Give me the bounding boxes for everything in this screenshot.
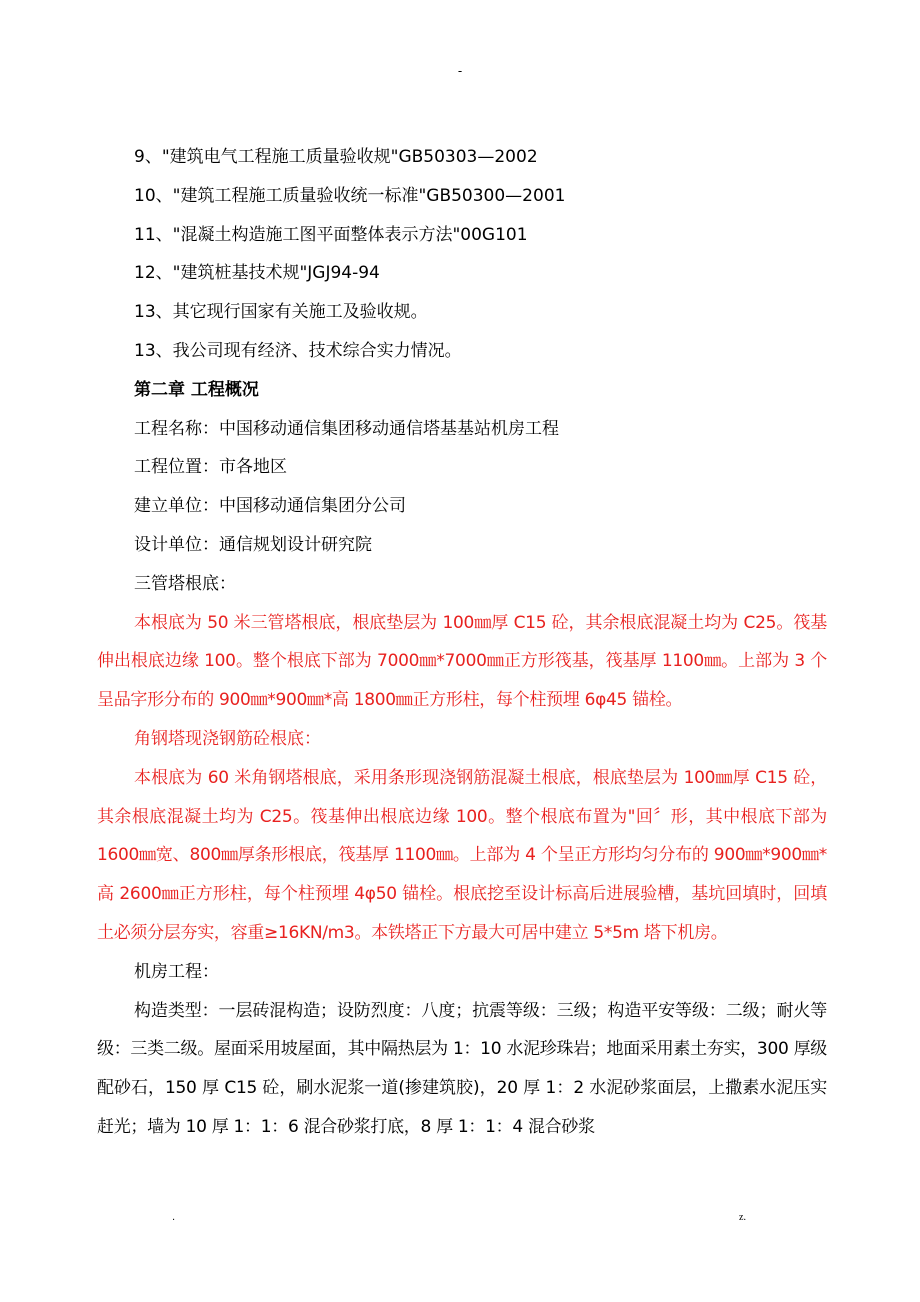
page-header-mark: - — [457, 64, 463, 78]
angle-tower-description: 本根底为 60 米角钢塔根底，采用条形现浇钢筋混凝土根底，根底垫层为 100㎜厚 C15 砼，其余根底混凝土均为 C25。筏基伸出根底边缘 100。整个根底布置为"回〞形，其中根底下部为 1600㎜宽、800㎜厚条形根底，筏基厚 1100㎜。上部为 4 个呈正方形均匀分布的 900㎜*900㎜*高 2600㎜正方形柱，每个柱预埋 4φ50 锚栓。根底挖至设计标高后进展验槽，基坑回填时，回填土必须分层夯实，容重≥16KN/m3。本铁塔正下方最大可居中建立 5*5m 塔下机房。 — [97, 767, 827, 943]
tube-tower-heading: 三管塔根底： — [134, 573, 236, 594]
reference-item-9: 9、"建筑电气工程施工质量验收规"GB50303—2002 — [134, 147, 538, 167]
project-name: 工程名称：中国移动通信集团移动通信塔基基站机房工程 — [134, 418, 559, 439]
project-location: 工程位置：市各地区 — [134, 457, 287, 478]
reference-item-12: 12、"建筑桩基技术规"JGJ94-94 — [134, 263, 380, 284]
design-unit: 设计单位：通信规划设计研究院 — [134, 534, 372, 555]
machine-room-description: 构造类型：一层砖混构造；设防烈度：八度；抗震等级：三级；构造平安等级：二级；耐火等级：三类二级。屋面采用坡屋面，其中隔热层为 1：10 水泥珍珠岩；地面采用素土夯实，300 厚级配砂石，150 厚 C15 砼，刷水泥浆一道(掺建筑胶)，20 厚 1：2 水泥砂浆面层，上撒素水泥压实赶光；墙为 10 厚 1：1：6 混合砂浆打底，8 厚 1：1：4 混合砂浆 — [97, 1000, 827, 1137]
chapter-title: 第二章 工程概况 — [134, 379, 259, 400]
tube-tower-description: 本根底为 50 米三管塔根底，根底垫层为 100㎜厚 C15 砼，其余根底混凝土均为 C25。筏基伸出根底边缘 100。整个根底下部为 7000㎜*7000㎜正方形筏基，筏基厚 1100㎜。上部为 3 个呈品字形分布的 900㎜*900㎜*高 1800㎜正方形柱，每个柱预埋 6φ45 锚栓。 — [97, 612, 827, 711]
footer-left-mark: . — [172, 1212, 176, 1223]
reference-item-13a: 13、其它现行国家有关施工及验收规。 — [134, 302, 428, 323]
construction-unit: 建立单位：中国移动通信集团分公司 — [134, 496, 406, 517]
reference-item-13b: 13、我公司现有经济、技术综合实力情况。 — [134, 340, 462, 361]
reference-item-11: 11、"混凝土构造施工图平面整体表示方法"00G101 — [134, 224, 528, 245]
footer-right-mark: z. — [739, 1212, 746, 1223]
reference-item-10: 10、"建筑工程施工质量验收统一标准"GB50300—2001 — [134, 185, 566, 206]
angle-tower-heading: 角钢塔现浇钢筋砼根底： — [134, 728, 321, 749]
document-body — [97, 138, 827, 1147]
machine-room-heading: 机房工程： — [134, 961, 219, 982]
